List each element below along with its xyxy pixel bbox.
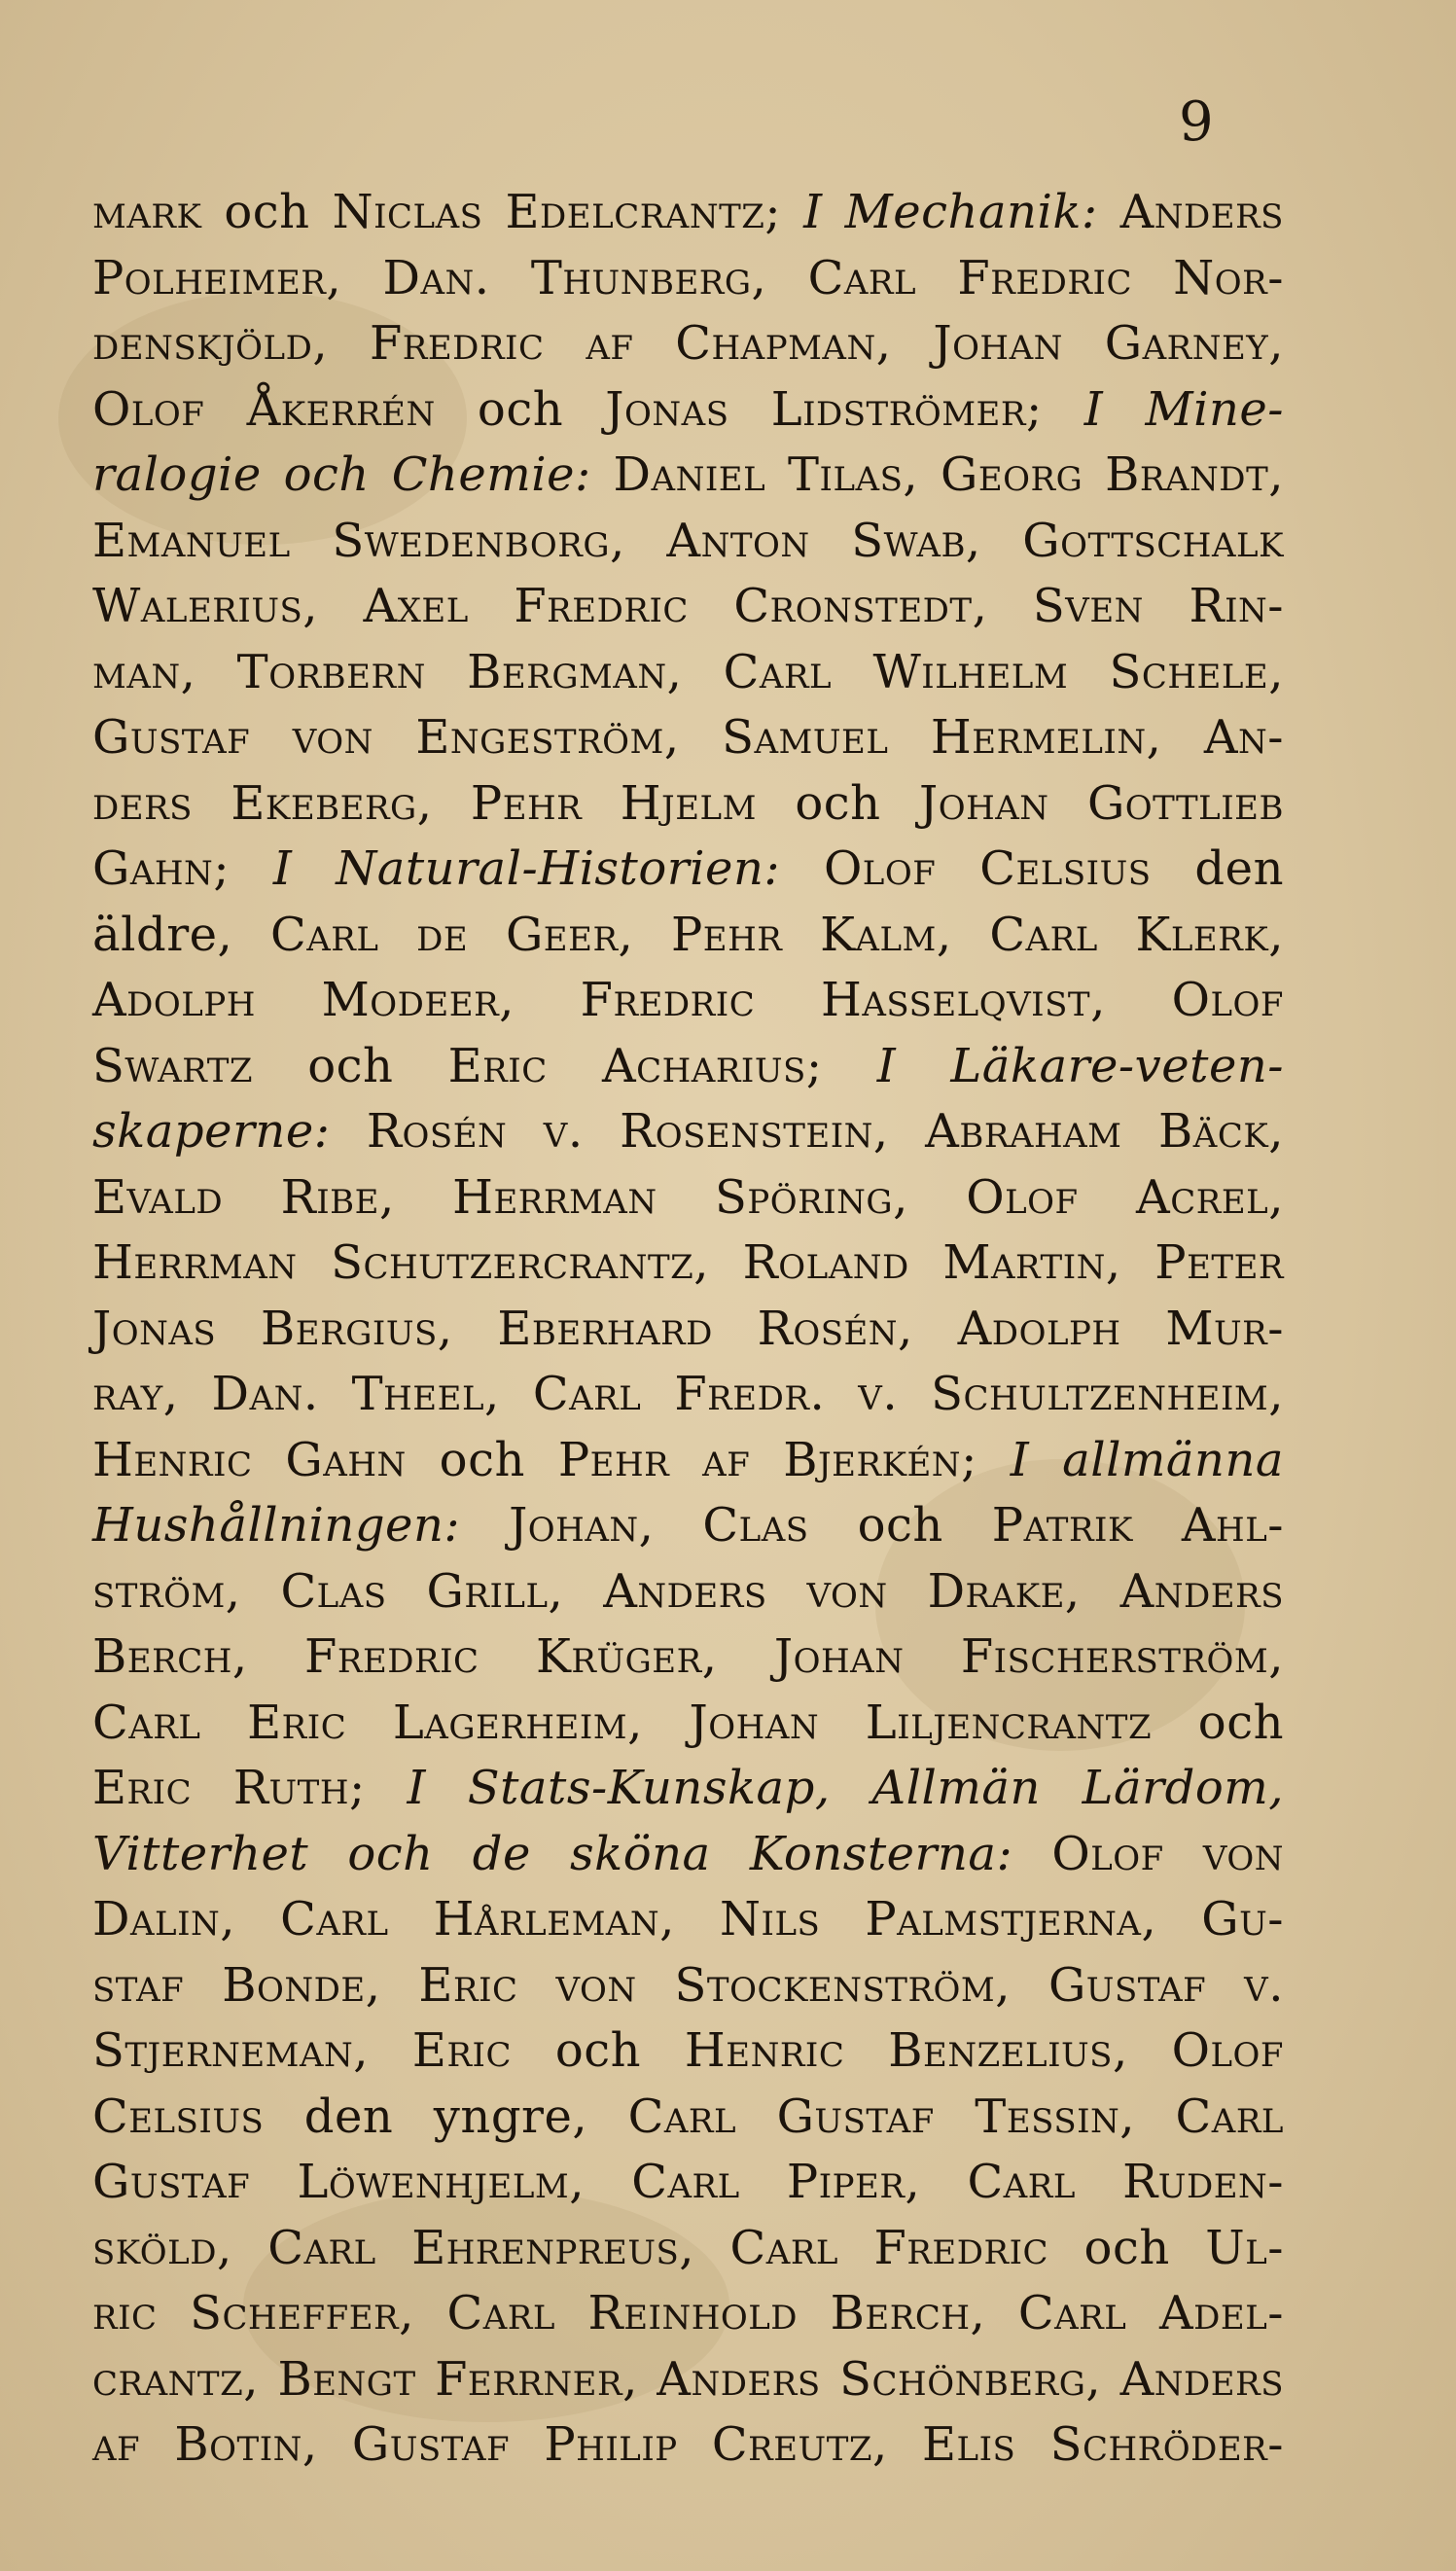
- person-names: Ul-: [1205, 2221, 1284, 2275]
- text-line: [92, 1037, 1284, 1095]
- connecting-text: och: [406, 1433, 558, 1487]
- subject-heading: I Mechanik:: [803, 185, 1098, 239]
- text-line: [92, 1627, 1284, 1686]
- person-names: Jonas Lidströmer: [605, 382, 1026, 437]
- subject-heading: ralogie och Chemie:: [92, 447, 591, 502]
- text-line: [92, 2088, 1284, 2146]
- person-names: Olof Åkerrén: [92, 382, 436, 437]
- person-names: Jonas Bergius, Eberhard Rosén, Adolph Mur-: [92, 1302, 1284, 1356]
- connecting-text: den: [1151, 841, 1284, 896]
- person-names: Patrik Ahl-: [991, 1498, 1284, 1553]
- text-line: [92, 1431, 1284, 1489]
- subject-heading: skaperne:: [92, 1104, 331, 1159]
- connecting-text: äldre,: [92, 908, 271, 962]
- text-line: [92, 708, 1284, 767]
- connecting-text: [460, 1498, 509, 1553]
- person-names: Polheimer, Dan. Thunberg, Carl Fredric Nor-: [92, 251, 1284, 305]
- connecting-text: och: [1048, 2221, 1206, 2275]
- text-line: [92, 1694, 1284, 1752]
- person-names: Pehr af Bjerkén: [557, 1433, 962, 1487]
- person-names: Johan Gottlieb: [918, 776, 1284, 831]
- text-line: [92, 2284, 1284, 2342]
- text-line: [92, 1496, 1284, 1554]
- connecting-text: och: [435, 382, 606, 437]
- connecting-text: och: [512, 2023, 685, 2078]
- subject-heading: Vitterhet och de sköna Konsterna:: [92, 1827, 1013, 1881]
- person-names: Berch, Fredric Krüger, Johan Fischerström,: [92, 1629, 1284, 1684]
- text-line: [92, 1956, 1284, 2015]
- person-names: Eric Acharius: [447, 1039, 806, 1093]
- text-line: [92, 512, 1284, 570]
- text-line: [92, 1562, 1284, 1621]
- text-line: [92, 971, 1284, 1029]
- person-names: Olof Celsius: [823, 841, 1152, 896]
- subject-heading: I Stats-Kunskap, Allmän Lärdom,: [407, 1761, 1284, 1815]
- person-names: af Botin, Gustaf Philip Creutz, Elis Schröder-: [92, 2417, 1284, 2472]
- person-names: Henric Benzelius, Olof: [684, 2023, 1284, 2078]
- connecting-text: ;: [961, 1433, 1011, 1487]
- connecting-text: och: [808, 1498, 992, 1553]
- text-line: [92, 1300, 1284, 1358]
- subject-heading: I allmänna: [1010, 1433, 1284, 1487]
- connecting-text: och: [756, 776, 919, 831]
- text-line: [92, 1168, 1284, 1227]
- text-line: [92, 2415, 1284, 2474]
- person-names: ray, Dan. Theel, Carl Fredr. v. Schultzenheim,: [92, 1367, 1284, 1421]
- text-line: [92, 577, 1284, 635]
- person-names: ric Scheffer, Carl Reinhold Berch, Carl Adel-: [92, 2286, 1284, 2340]
- subject-heading: I Läkare-veten-: [876, 1039, 1284, 1093]
- subject-heading: I Natural-Historien:: [272, 841, 781, 896]
- person-names: Herrman Schutzercrantz, Roland Martin, Peter: [92, 1235, 1284, 1290]
- text-line: [92, 314, 1284, 373]
- person-names: Evald Ribe, Herrman Spöring, Olof Acrel,: [92, 1170, 1284, 1225]
- text-line: [92, 380, 1284, 439]
- connecting-text: ;: [1025, 382, 1084, 437]
- text-line: [92, 839, 1284, 898]
- connecting-text: [330, 1104, 367, 1159]
- person-names: ström, Clas Grill, Anders von Drake, Anders: [92, 1564, 1284, 1619]
- text-line: [92, 1890, 1284, 1948]
- person-names: Celsius: [92, 2089, 265, 2144]
- connecting-text: ;: [213, 841, 273, 896]
- person-names: ders Ekeberg, Pehr Hjelm: [92, 776, 757, 831]
- connecting-text: [591, 447, 614, 502]
- connecting-text: ;: [805, 1039, 877, 1093]
- connecting-text: [1098, 185, 1120, 239]
- page-number: 9: [1179, 90, 1214, 154]
- text-line: [92, 774, 1284, 833]
- connecting-text: och: [253, 1039, 448, 1093]
- person-names: sköld, Carl Ehrenpreus, Carl Fredric: [92, 2221, 1049, 2275]
- person-names: Daniel Tilas, Georg Brandt,: [613, 447, 1285, 502]
- subject-heading: I Mine-: [1083, 382, 1284, 437]
- person-names: denskjöld, Fredric af Chapman, Johan Garney,: [92, 316, 1284, 371]
- text-line: [92, 2219, 1284, 2277]
- person-names: staf Bonde, Eric von Stockenström, Gustaf v.: [92, 1958, 1284, 2013]
- person-names: Dalin, Carl Hårleman, Nils Palmstjerna, Gu-: [92, 1892, 1284, 1946]
- person-names: Gahn: [92, 841, 214, 896]
- connecting-text: och: [1152, 1696, 1284, 1750]
- person-names: Johan, Clas: [509, 1498, 809, 1553]
- text-line: [92, 249, 1284, 307]
- connecting-text: den yngre,: [264, 2089, 628, 2144]
- person-names: Henric Gahn: [92, 1433, 407, 1487]
- text-line: [92, 643, 1284, 701]
- person-names: man, Torbern Bergman, Carl Wilhelm Schele,: [92, 645, 1284, 699]
- person-names: Carl de Geer, Pehr Kalm, Carl Klerk,: [270, 908, 1285, 962]
- person-names: Carl Eric Lagerheim, Johan Liljencrantz: [92, 1696, 1153, 1750]
- text-line: [92, 1825, 1284, 1883]
- connecting-text: [1012, 1827, 1051, 1881]
- person-names: Eric Ruth: [92, 1761, 350, 1815]
- person-names: Emanuel Swedenborg, Anton Swab, Gottschalk: [92, 514, 1284, 568]
- text-line: [92, 1102, 1284, 1161]
- connecting-text: ;: [764, 185, 804, 239]
- connecting-text: och: [201, 185, 333, 239]
- person-names: Gustaf von Engeström, Samuel Hermelin, An-: [92, 710, 1284, 765]
- person-names: mark: [92, 185, 202, 239]
- text-line: [92, 1365, 1284, 1423]
- person-names: Stjerneman, Eric: [92, 2023, 512, 2078]
- text-line: [92, 2153, 1284, 2211]
- text-line: [92, 1759, 1284, 1817]
- person-names: Gustaf Löwenhjelm, Carl Piper, Carl Ruden-: [92, 2155, 1284, 2209]
- person-names: Anders: [1119, 185, 1284, 239]
- person-names: Rosén v. Rosenstein, Abraham Bäck,: [366, 1104, 1284, 1159]
- text-line: [92, 2350, 1284, 2409]
- text-line: [92, 2021, 1284, 2080]
- person-names: Carl Gustaf Tessin, Carl: [627, 2089, 1284, 2144]
- subject-heading: Hushållningen:: [92, 1498, 461, 1553]
- person-names: Niclas Edelcrantz: [332, 185, 765, 239]
- connecting-text: ;: [349, 1761, 408, 1815]
- person-names: Swartz: [92, 1039, 253, 1093]
- text-line: [92, 183, 1284, 241]
- text-line: [92, 1233, 1284, 1292]
- person-names: Adolph Modeer, Fredric Hasselqvist, Olof: [92, 973, 1284, 1027]
- person-names: Walerius, Axel Fredric Cronstedt, Sven Rin-: [92, 579, 1284, 633]
- person-names: crantz, Bengt Ferrner, Anders Schönberg, Anders: [92, 2352, 1284, 2407]
- person-names: Olof von: [1051, 1827, 1285, 1881]
- text-line: [92, 446, 1284, 504]
- text-line: [92, 906, 1284, 964]
- connecting-text: [780, 841, 824, 896]
